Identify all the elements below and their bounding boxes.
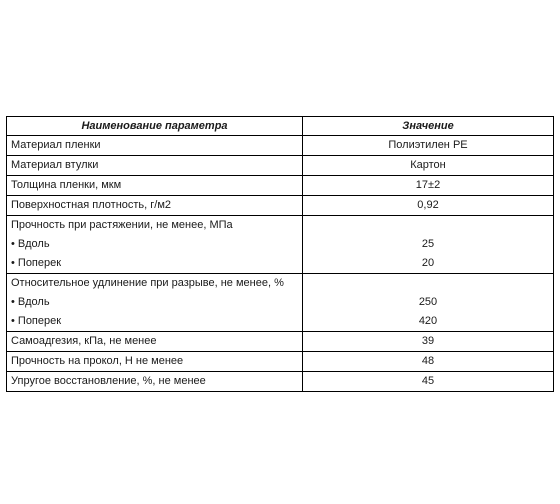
parameter-sub-label: • Поперек xyxy=(11,257,62,269)
parameter-sub-label: • Вдоль xyxy=(11,238,50,250)
parameter-cell xyxy=(7,274,303,332)
parameter-cell xyxy=(7,196,303,216)
value-text: 20 xyxy=(421,257,435,269)
parameter-label: Материал пленки xyxy=(11,139,101,151)
value-cell xyxy=(303,274,554,332)
parameter-cell xyxy=(7,156,303,176)
table-body xyxy=(7,136,554,392)
value-text: 48 xyxy=(421,355,435,367)
value-text xyxy=(307,274,549,293)
value-cell xyxy=(303,216,554,274)
table-row xyxy=(7,352,554,372)
header-value: Значение xyxy=(303,117,554,136)
parameter-label: Поверхностная плотность, г/м2 xyxy=(11,199,172,211)
value-text: 420 xyxy=(418,315,438,327)
parameter-cell xyxy=(7,332,303,352)
table-row xyxy=(7,274,554,332)
parameter-label: Прочность при растяжении, не менее, МПа xyxy=(11,219,233,231)
parameter-sub-label: • Поперек xyxy=(11,315,62,327)
parameter-label: Материал втулки xyxy=(11,159,99,171)
parameter-cell xyxy=(7,216,303,274)
parameter-label: Упругое восстановление, %, не менее xyxy=(11,375,206,387)
parameter-label: Прочность на прокол, Н не менее xyxy=(11,355,184,367)
value-text: 39 xyxy=(421,335,435,347)
parameter-cell xyxy=(7,372,303,392)
value-text: Полиэтилен PE xyxy=(388,139,468,151)
parameter-cell xyxy=(7,352,303,372)
value-cell xyxy=(303,136,554,156)
parameter-sub-label: • Вдоль xyxy=(11,296,50,308)
parameter-cell xyxy=(7,176,303,196)
value-cell xyxy=(303,352,554,372)
value-text: 17±2 xyxy=(415,179,441,191)
parameter-cell xyxy=(7,136,303,156)
table-header-row xyxy=(7,117,554,136)
value-cell xyxy=(303,176,554,196)
value-text: 45 xyxy=(421,375,435,387)
table-row xyxy=(7,332,554,352)
table-row xyxy=(7,136,554,156)
table-row xyxy=(7,196,554,216)
value-cell xyxy=(303,196,554,216)
header-parameter: Наименование параметра xyxy=(7,117,303,136)
table-row xyxy=(7,372,554,392)
table-row xyxy=(7,156,554,176)
value-text xyxy=(307,216,549,235)
specifications-table xyxy=(6,116,554,392)
value-cell xyxy=(303,372,554,392)
table-row xyxy=(7,176,554,196)
table-row xyxy=(7,216,554,274)
value-cell xyxy=(303,332,554,352)
value-text: Картон xyxy=(410,159,446,171)
parameter-label: Самоадгезия, кПа, не менее xyxy=(11,335,157,347)
value-cell xyxy=(303,156,554,176)
parameter-label: Относительное удлинение при разрыве, не менее, % xyxy=(11,277,284,289)
value-text: 25 xyxy=(421,238,435,250)
parameter-label: Толщина пленки, мкм xyxy=(11,179,122,191)
value-text: 250 xyxy=(418,296,438,308)
value-text: 0,92 xyxy=(417,199,439,211)
